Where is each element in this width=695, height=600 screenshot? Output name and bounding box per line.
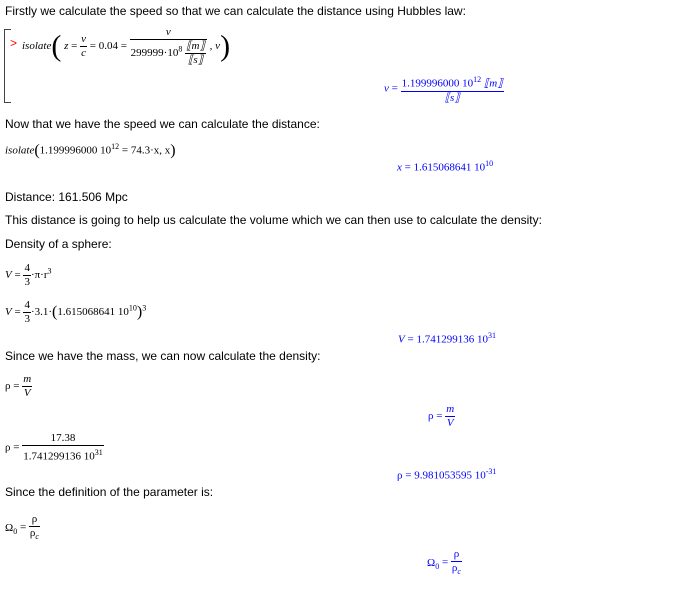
- text-parameter-definition: Since the definition of the parameter is:: [5, 485, 214, 499]
- output-density-formula: [428, 403, 455, 430]
- out-num: ρ: [451, 548, 462, 562]
- rest: ·π·r: [30, 269, 48, 282]
- tail-v: , v: [209, 40, 221, 53]
- lhs-z: z: [64, 40, 69, 53]
- text-mass-intro: Since we have the mass, we can now calculate the density:: [5, 349, 321, 363]
- num: 17.38: [22, 432, 104, 446]
- big-den-exp: 8: [178, 44, 183, 54]
- out-num-exp: 12: [473, 75, 482, 84]
- input-isolate-speed[interactable]: [22, 26, 230, 67]
- output-omega-formula: [427, 548, 462, 578]
- rest: = 74.3·x, x: [121, 144, 171, 157]
- den-mant: 1.741299136 10: [23, 450, 95, 463]
- input-volume-computed[interactable]: [5, 299, 146, 326]
- input-density-formula[interactable]: [5, 373, 32, 400]
- output-volume: [398, 331, 496, 346]
- out-omega: Ω: [427, 556, 436, 569]
- big-num: v: [130, 26, 207, 40]
- text-density-sphere: Density of a sphere:: [5, 237, 112, 251]
- close-paren: ): [136, 303, 143, 321]
- out-lhs: x: [397, 161, 402, 174]
- out-eq: =: [391, 82, 398, 95]
- out-lhs: V: [398, 333, 405, 346]
- text-distance-result: Distance: 161.506 Mpc: [5, 190, 128, 204]
- out-fraction: [401, 73, 504, 105]
- num: 4: [24, 299, 30, 311]
- out-eq: =: [436, 410, 443, 423]
- input-volume-formula[interactable]: [5, 262, 52, 289]
- fraction-v-over-c: [80, 33, 87, 60]
- mid: ·3.1·: [30, 306, 53, 319]
- out-fraction: [451, 548, 462, 578]
- out-den: V: [446, 417, 454, 429]
- outer-exp: 3: [142, 303, 147, 313]
- fraction-big: [130, 26, 207, 67]
- num: ρ: [29, 513, 40, 527]
- mant: 1.199996000 10: [39, 144, 112, 157]
- out-fraction: [445, 403, 455, 430]
- out-den-sub: c: [457, 567, 461, 577]
- den-exp: 31: [94, 448, 103, 457]
- big-den-base: 299999·10: [130, 47, 179, 60]
- input-prompt: >: [10, 36, 18, 50]
- eq: =: [13, 441, 20, 454]
- text-distance-intro: Now that we have the speed we can calculate the distance:: [5, 117, 320, 131]
- eq: =: [13, 380, 20, 393]
- exp: 3: [47, 266, 52, 276]
- inner-exp: 10: [128, 303, 137, 313]
- fraction-density: [22, 432, 104, 464]
- den: [29, 527, 40, 543]
- out-exp: 10: [485, 159, 494, 168]
- fraction-4-3: [23, 299, 31, 326]
- frac-den: c: [81, 47, 86, 59]
- out-num-mant: 1.199996000 10: [401, 77, 474, 90]
- open-paren: (: [34, 142, 40, 160]
- fraction-m-V: [22, 373, 32, 400]
- lhs: V: [5, 306, 12, 319]
- out-num-unit: ⟦m⟧: [483, 77, 503, 90]
- out-den-rho: ρ: [451, 562, 458, 574]
- inner: 1.615068641 10: [57, 306, 129, 319]
- omega-sub: 0: [13, 526, 18, 536]
- close-paren: ): [220, 29, 231, 63]
- out-num: [401, 73, 504, 92]
- out-num: m: [446, 403, 455, 415]
- close-paren: ): [170, 142, 176, 160]
- lhs: ρ: [5, 441, 11, 454]
- eq: =: [19, 521, 27, 534]
- out-lhs: ρ: [397, 469, 403, 482]
- den: V: [23, 387, 31, 399]
- text-intro: Firstly we calculate the speed so that we can calculate the distance using Hubbles law:: [5, 4, 466, 18]
- eq: =: [14, 306, 21, 319]
- frac-num: v: [81, 33, 86, 45]
- out-lhs: ρ: [428, 410, 434, 423]
- omega: Ω: [5, 521, 14, 534]
- fraction-rho: [29, 513, 40, 543]
- den: 3: [24, 276, 30, 288]
- lhs: ρ: [5, 380, 11, 393]
- out-rest: = 1.615068641 10: [404, 161, 486, 174]
- big-den: [130, 40, 207, 67]
- output-distance: [397, 159, 493, 174]
- input-density-computed[interactable]: [5, 432, 104, 464]
- fn-name: isolate: [5, 144, 35, 157]
- text-volume-intro: This distance is going to help us calculate the volume which we can then use to calculate the density:: [5, 213, 542, 227]
- input-omega-formula[interactable]: [5, 513, 40, 543]
- out-den: [451, 562, 462, 578]
- unit-den: ⟦s⟧: [187, 54, 204, 66]
- out-eq: =: [441, 556, 449, 569]
- open-paren: (: [51, 29, 62, 63]
- eq: =: [14, 269, 21, 282]
- fraction-4-3: [23, 262, 31, 289]
- output-speed: [384, 73, 504, 105]
- den-sub: c: [35, 532, 39, 542]
- eq-sign: =: [71, 40, 78, 53]
- mid-value: = 0.04 =: [89, 40, 127, 53]
- out-rest: = 1.741299136 10: [407, 333, 488, 346]
- lhs: [5, 522, 17, 534]
- out-exp: -31: [485, 467, 497, 476]
- den-rho: ρ: [29, 527, 36, 539]
- unit-num: ⟦m⟧: [186, 40, 205, 52]
- den: [22, 446, 104, 464]
- unit-fraction: [185, 40, 206, 67]
- out-lhs: v: [384, 82, 389, 95]
- exp: 12: [111, 142, 120, 151]
- input-isolate-distance[interactable]: [5, 142, 176, 160]
- num: m: [23, 373, 32, 385]
- out-omega-sub: 0: [435, 561, 440, 571]
- out-lhs: [427, 557, 439, 569]
- output-density: [397, 467, 496, 482]
- out-den: ⟦s⟧: [444, 91, 460, 104]
- num: 4: [24, 262, 30, 274]
- open-paren: (: [52, 303, 58, 321]
- lhs: V: [5, 269, 12, 282]
- fn-name: isolate: [22, 40, 52, 53]
- den: 3: [24, 313, 30, 325]
- out-rest: = 9.981053595 10: [405, 469, 486, 482]
- out-exp: 31: [487, 331, 496, 340]
